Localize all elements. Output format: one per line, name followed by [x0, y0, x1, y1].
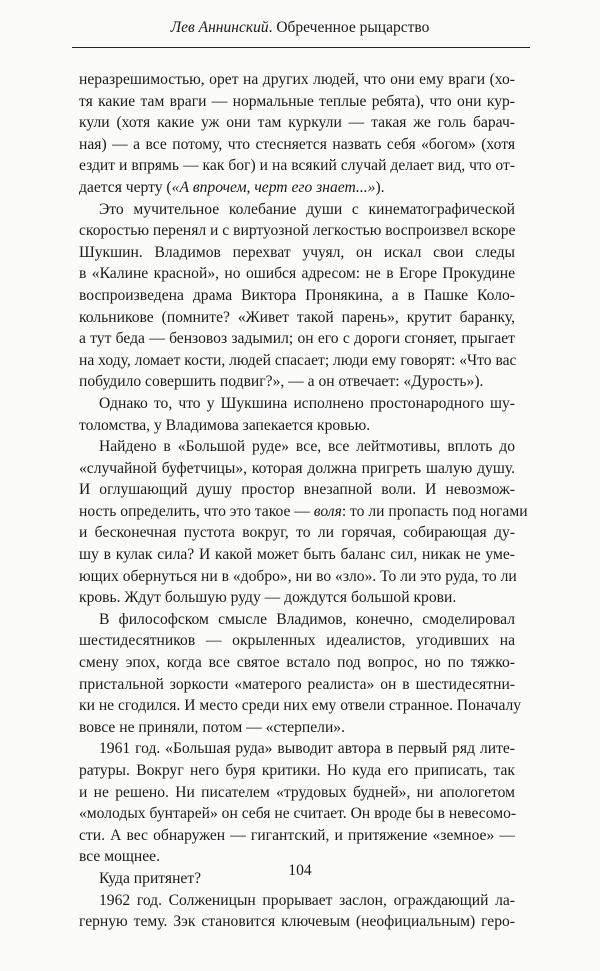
- text-line: тя какие там враги — нормальные теплые ребята), что они кур-: [79, 92, 515, 110]
- text-line: неразрешимостью, орет на других людей, что они ему враги (хо-: [79, 71, 515, 88]
- text-line: Шукшин. Владимов перехват учуял, он искал свои следы: [79, 243, 515, 261]
- emphasis: воля: [313, 502, 342, 520]
- text-line: кольникове (помните? «Живет такой парень», крутит баранку,: [79, 308, 515, 326]
- text-line: «молодых бунтарей» он себя не считает. Он вроде бы в невесомо-: [79, 805, 517, 823]
- paragraph: [79, 199, 515, 393]
- text-line: все мощнее.: [79, 848, 160, 866]
- text-line: В философском смысле Владимов, конечно, смоделировал: [99, 610, 515, 628]
- paragraph: [79, 393, 515, 436]
- text-line: ность определить, что это такое — воля: то ли пропасть под ногами: [79, 502, 528, 520]
- text-line: ездит и впрямь — как бог) и на всякий случай делает вид, что от-: [79, 157, 515, 175]
- text-line: ки не сгодился. И место среди них ему отвели странное. Поначалу: [79, 697, 522, 715]
- text-line: 1961 год. «Большая руда» выводит автора в первый ряд лите-: [99, 740, 515, 758]
- text-line: вовсе не приняли, потом — «стерпели».: [79, 718, 345, 736]
- text-line: шестидесятников — окрыленных идеалистов, угодивших на: [79, 632, 515, 650]
- text-line: кули (хотя какие уж они там куркули — такая же голь барач-: [79, 114, 515, 132]
- text-line: сти. А вес обнаружен — гигантский, и притяжение «земное» —: [79, 826, 515, 844]
- running-head-author: Лев Аннинский: [170, 19, 269, 36]
- text-line: Однако то, что у Шукшина исполнено простонародного шу-: [99, 394, 515, 412]
- text-line: кровь. Ждут большую руду — дождутся большой крови.: [79, 589, 457, 607]
- text-line: герную тему. Зэк становится ключевым (неофициальным) геро-: [79, 913, 515, 931]
- text-line: а тут беда — бензовоз задымил; он его с дороги сгоняет, прыгает: [79, 330, 515, 348]
- paragraph: [79, 436, 528, 609]
- paragraph: [79, 69, 515, 199]
- text-line: скоростью перенял и с виртуозной легкостью воспроизвел вскоре: [79, 222, 516, 240]
- header-rule: [72, 47, 530, 48]
- text-line: дается черту («А впрочем, черт его знает...»).: [79, 178, 385, 196]
- text-line: толомства, у Владимова запекается кровью.: [79, 416, 371, 434]
- emphasis: «А впрочем, черт его знает...»: [171, 178, 376, 196]
- text-line: ющих обернуться ни в «добро», ни во «зло». То ли это руда, то ли: [79, 567, 517, 585]
- text-line: пристальной зоркости «матерого реалиста» он в шестидесятни-: [79, 675, 515, 693]
- paragraph: [79, 738, 515, 868]
- paragraph: [79, 609, 522, 739]
- text-line: И оглушающий душу простор внезапной воли. И невозмож-: [79, 481, 515, 499]
- text-line: воспроизведена драма Виктора Пронякина, а в Пашке Коло-: [79, 286, 515, 304]
- text-line: Это мучительное колебание души с кинематографической: [99, 200, 515, 218]
- running-head-separator: .: [268, 19, 277, 36]
- text-line: смену эпох, когда все святое встало под вопрос, но по тяжко-: [79, 654, 515, 672]
- text-line: ная) — а все потому, что стесняется назвать себя «богом» (хотя: [79, 135, 515, 153]
- text-line: Найдено в «Большой руде» все, все лейтмотивы, вплоть до: [99, 438, 515, 456]
- text-line: и бесконечная пустота вокруг, то ли горячая, собирающая ду-: [79, 524, 515, 542]
- body-text: [79, 69, 528, 933]
- text-line: на ходу, ломает кости, людей спасает; люди ему говорят: «Что вас: [79, 351, 517, 369]
- text-line: побудило совершить подвиг?», — а он отвечает: «Дурость»).: [79, 373, 484, 391]
- text-line: и не решено. Ни писателем «трудовых будней», ни апологетом: [79, 783, 515, 801]
- paragraph: [79, 890, 515, 933]
- text-line: 1962 год. Солженицын прорывает заслон, ограждающий ла-: [99, 891, 515, 909]
- running-head-title: Обреченное рыцарство: [276, 19, 430, 36]
- page-number: 104: [288, 862, 312, 879]
- running-head: [0, 18, 600, 38]
- text-line: в «Калине красной», но ошибся адресом: не в Егоре Прокудине: [79, 265, 515, 283]
- text-line: шу в кулак сила? И какой может быть баланс сил, никак не уме-: [79, 546, 515, 564]
- text-line: «случайной буфетчицы», которая должна пригреть шалую душу.: [79, 459, 515, 477]
- text-line: Куда притянет?: [99, 869, 202, 887]
- text-line: ратуры. Вокруг него буря критики. Но куда его приписать, так: [79, 762, 515, 779]
